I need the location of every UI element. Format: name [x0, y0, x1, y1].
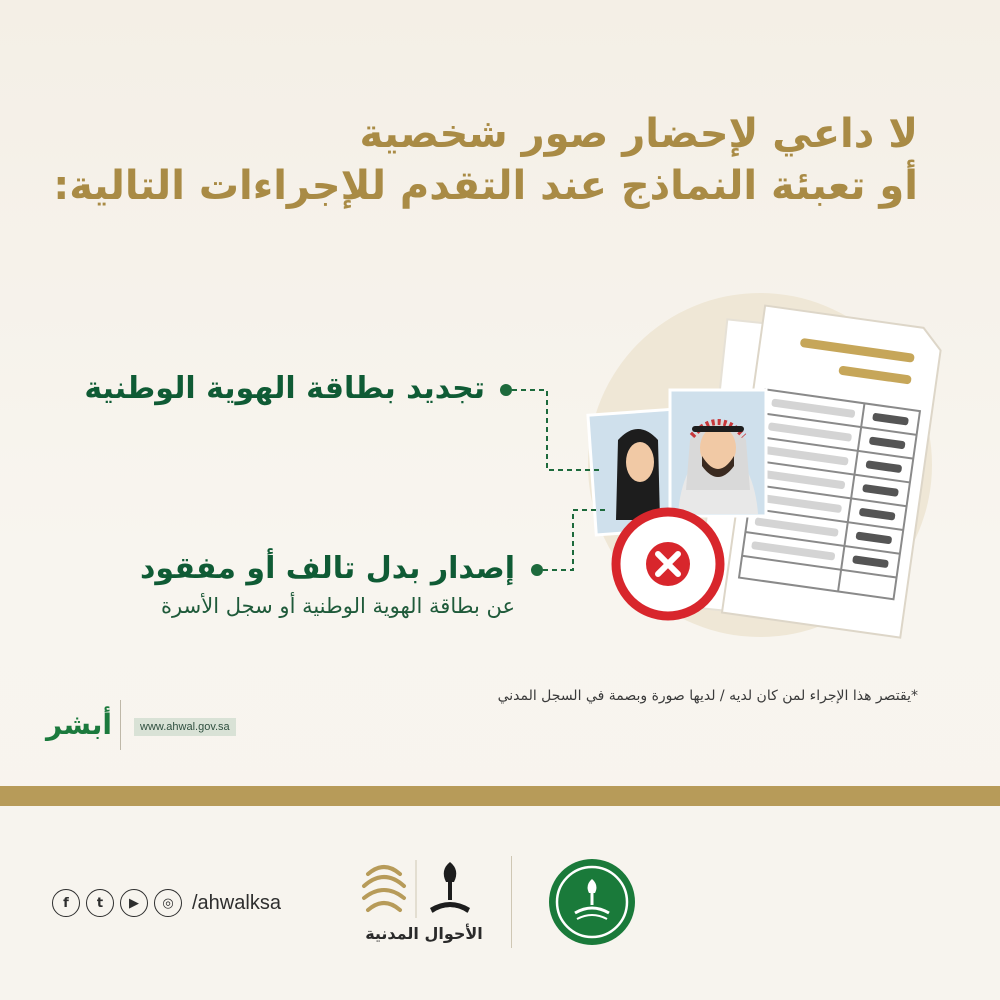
headline-line-1: لا داعي لإحضار صور شخصية — [359, 111, 918, 157]
procedure-renewal-title: تجديد بطاقة الهوية الوطنية — [84, 371, 485, 406]
ahwal-mark-icon — [354, 852, 494, 924]
ahwal-label: الأحوال المدنية — [365, 924, 483, 943]
website-link[interactable]: www.ahwal.gov.sa — [134, 718, 236, 736]
social-handle[interactable]: /ahwalksa — [192, 892, 281, 914]
connector-dot-2 — [531, 564, 543, 576]
twitter-icon[interactable]: t — [86, 889, 114, 917]
youtube-icon[interactable]: ▶ — [120, 889, 148, 917]
documents-illustration — [560, 290, 960, 650]
social-links — [52, 888, 281, 918]
headline-line-2: أو تعبئة النماذج عند التقدم للإجراءات التالية: — [53, 163, 918, 209]
headline — [53, 108, 918, 212]
gold-band — [0, 786, 1000, 806]
facebook-icon[interactable]: f — [52, 889, 80, 917]
procedure-replacement-title: إصدار بدل تالف أو مفقود — [140, 551, 515, 586]
reject-x-icon — [616, 512, 720, 616]
brand-divider — [120, 700, 121, 750]
absher-brand — [45, 700, 266, 750]
procedure-replacement-subtitle: عن بطاقة الهوية الوطنية أو سجل الأسرة — [161, 594, 515, 618]
absher-logo: أبشر — [45, 708, 112, 741]
ahwal-logo — [354, 852, 494, 952]
connector-dot-1 — [500, 384, 512, 396]
man-photo-icon — [670, 390, 766, 516]
moi-emblem-icon — [547, 857, 637, 947]
eligibility-note: *يقتصر هذا الإجراء لمن كان لديه / لديها صورة وبصمة في السجل المدني — [497, 688, 918, 704]
instagram-icon[interactable]: ◎ — [154, 889, 182, 917]
footer-divider — [511, 856, 512, 948]
